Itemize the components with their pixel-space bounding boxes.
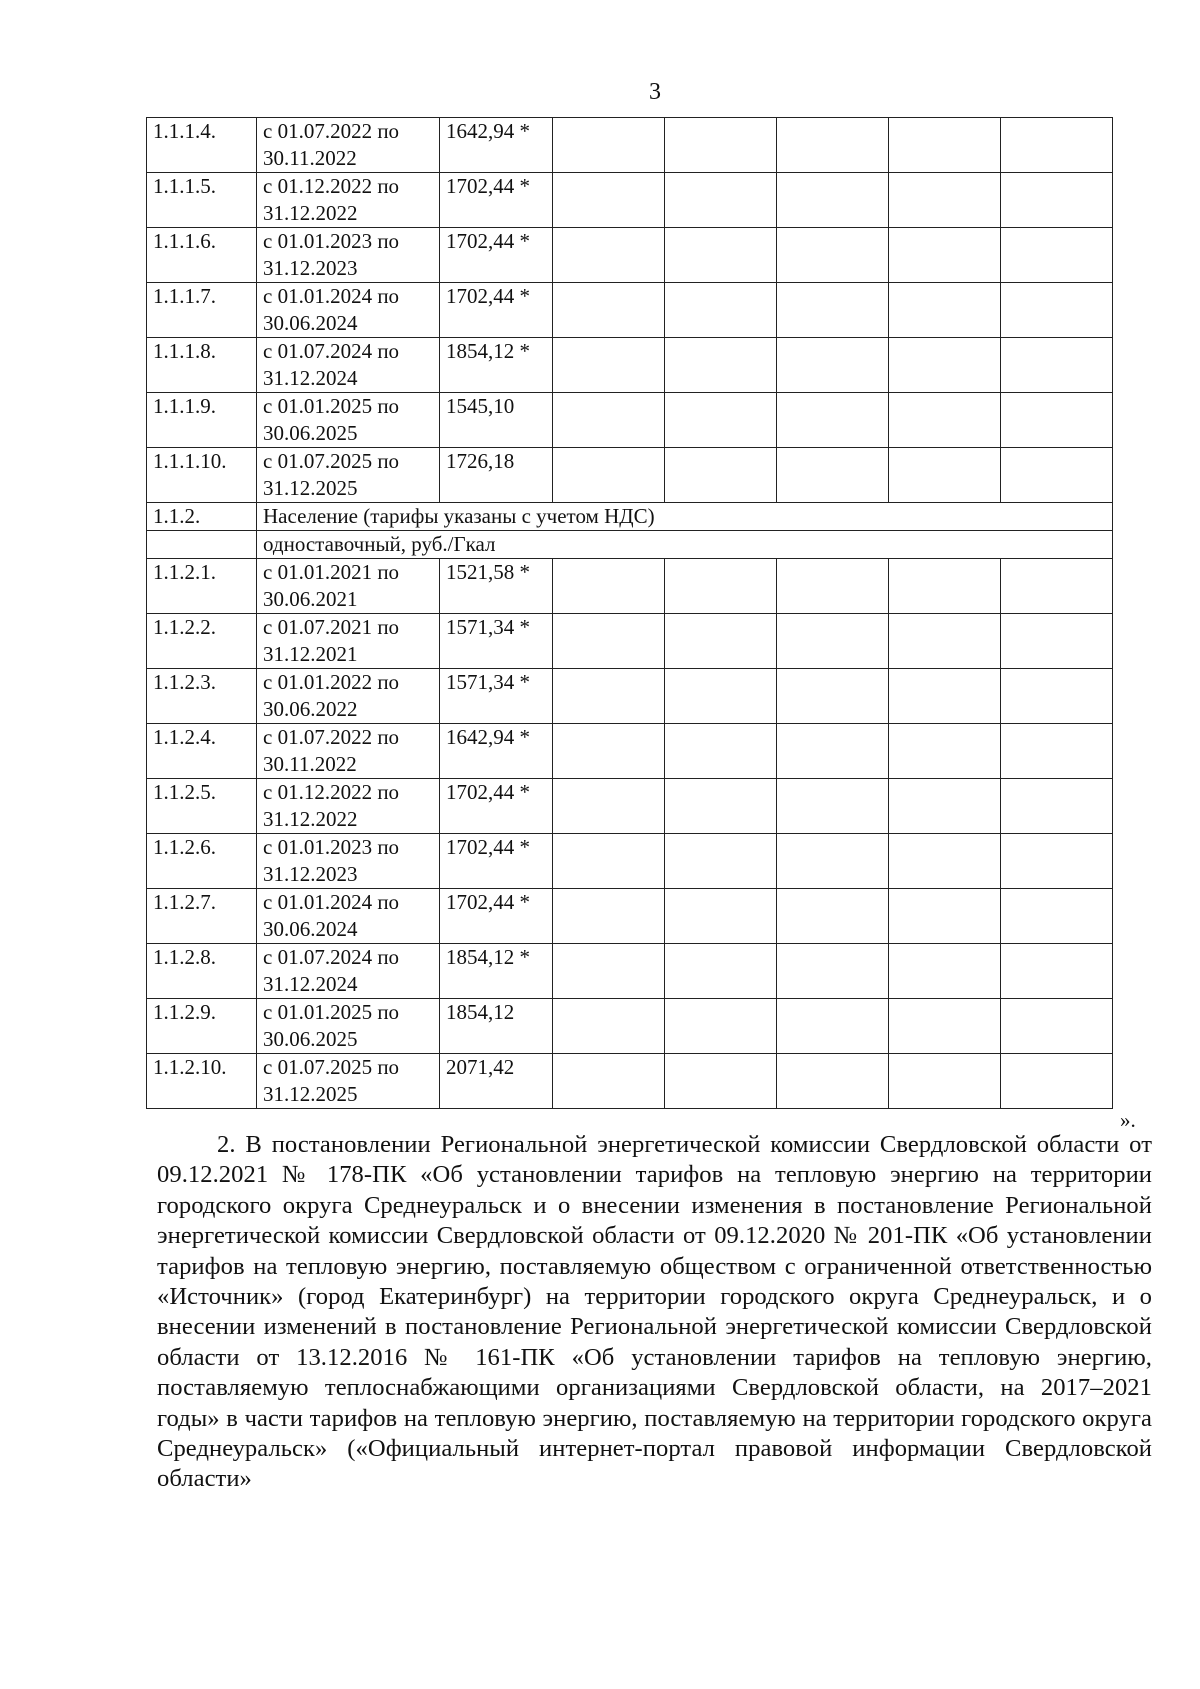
empty-cell — [1001, 173, 1113, 228]
period-cell — [257, 118, 440, 173]
empty-cell — [777, 173, 889, 228]
empty-cell — [777, 779, 889, 834]
empty-cell — [889, 724, 1001, 779]
empty-cell — [889, 448, 1001, 503]
empty-cell — [553, 448, 665, 503]
period-cell — [257, 173, 440, 228]
period-end: 31.12.2023 — [263, 862, 358, 886]
empty-cell — [665, 393, 777, 448]
empty-cell — [889, 669, 1001, 724]
empty-cell — [665, 999, 777, 1054]
row-code: 1.1.1.7. — [147, 283, 257, 338]
period-end: 31.12.2022 — [263, 807, 358, 831]
tariff-value: 1702,44 * — [440, 779, 553, 834]
tariff-value: 1545,10 — [440, 393, 553, 448]
empty-cell — [553, 889, 665, 944]
tariff-value: 1642,94 * — [440, 118, 553, 173]
table-row — [147, 338, 1113, 393]
tariff-value: 1854,12 — [440, 999, 553, 1054]
empty-cell — [1001, 944, 1113, 999]
table-section-row — [147, 503, 1113, 531]
empty-cell — [553, 228, 665, 283]
empty-cell — [777, 889, 889, 944]
tariff-value: 1571,34 * — [440, 614, 553, 669]
period-cell — [257, 834, 440, 889]
empty-cell — [889, 118, 1001, 173]
table-row — [147, 889, 1113, 944]
empty-cell — [553, 724, 665, 779]
period-end: 31.12.2023 — [263, 256, 358, 280]
period-cell — [257, 779, 440, 834]
empty-cell — [889, 944, 1001, 999]
empty-cell — [1001, 393, 1113, 448]
table-row — [147, 669, 1113, 724]
tariff-value: 1726,18 — [440, 448, 553, 503]
table-row — [147, 779, 1113, 834]
period-start: с 01.01.2025 по — [263, 1000, 400, 1024]
period-end: 31.12.2021 — [263, 642, 358, 666]
empty-cell — [665, 779, 777, 834]
empty-cell — [777, 724, 889, 779]
empty-cell — [553, 118, 665, 173]
table-row — [147, 283, 1113, 338]
section-heading: одноставочный, руб./Гкал — [257, 531, 1113, 559]
row-code: 1.1.1.6. — [147, 228, 257, 283]
empty-cell — [553, 779, 665, 834]
empty-cell — [553, 283, 665, 338]
table-row — [147, 614, 1113, 669]
empty-cell — [777, 228, 889, 283]
tariff-value: 1702,44 * — [440, 889, 553, 944]
table-row — [147, 173, 1113, 228]
tariff-value: 1702,44 * — [440, 228, 553, 283]
table-row — [147, 999, 1113, 1054]
empty-cell — [889, 283, 1001, 338]
period-cell — [257, 338, 440, 393]
period-start: с 01.07.2025 по — [263, 1055, 400, 1079]
period-end: 30.11.2022 — [263, 146, 357, 170]
tariff-table-body — [147, 118, 1113, 1109]
period-cell — [257, 448, 440, 503]
empty-cell — [665, 834, 777, 889]
empty-cell — [665, 889, 777, 944]
period-end: 31.12.2024 — [263, 366, 358, 390]
period-start: с 01.12.2022 по — [263, 780, 400, 804]
period-cell — [257, 559, 440, 614]
empty-cell — [777, 283, 889, 338]
tariff-value: 1854,12 * — [440, 944, 553, 999]
period-end: 30.06.2025 — [263, 421, 358, 445]
empty-cell — [777, 118, 889, 173]
row-code: 1.1.2.8. — [147, 944, 257, 999]
table-row — [147, 724, 1113, 779]
period-start: с 01.07.2022 по — [263, 119, 400, 143]
empty-cell — [665, 724, 777, 779]
empty-cell — [1001, 614, 1113, 669]
period-cell — [257, 228, 440, 283]
empty-cell — [1001, 118, 1113, 173]
empty-cell — [553, 393, 665, 448]
row-code: 1.1.2.10. — [147, 1054, 257, 1109]
period-start: с 01.07.2022 по — [263, 725, 400, 749]
period-start: с 01.07.2024 по — [263, 945, 400, 969]
empty-cell — [1001, 283, 1113, 338]
period-end: 30.06.2024 — [263, 917, 358, 941]
tariff-value: 1702,44 * — [440, 173, 553, 228]
empty-cell — [665, 559, 777, 614]
period-start: с 01.01.2023 по — [263, 835, 400, 859]
empty-cell — [777, 944, 889, 999]
period-cell — [257, 724, 440, 779]
empty-cell — [553, 999, 665, 1054]
empty-cell — [889, 173, 1001, 228]
table-row — [147, 393, 1113, 448]
empty-cell — [553, 559, 665, 614]
period-end: 30.11.2022 — [263, 752, 357, 776]
empty-cell — [889, 393, 1001, 448]
period-start: с 01.01.2024 по — [263, 284, 400, 308]
empty-cell — [665, 228, 777, 283]
row-code: 1.1.2.9. — [147, 999, 257, 1054]
empty-cell — [1001, 448, 1113, 503]
section-heading: Население (тарифы указаны с учетом НДС) — [257, 503, 1113, 531]
period-cell — [257, 614, 440, 669]
period-start: с 01.07.2024 по — [263, 339, 400, 363]
empty-cell — [553, 173, 665, 228]
row-code: 1.1.2. — [147, 503, 257, 531]
empty-cell — [889, 338, 1001, 393]
empty-cell — [777, 393, 889, 448]
empty-cell — [889, 228, 1001, 283]
amendment-paragraph: 2. В постановлении Региональной энергетической комиссии Свердловской области от 09.12.2021 № 178-ПК «Об установлении тарифов на тепловую энергию на территории городского округа Среднеуральск и о внесении изменения в постановление Региональной энергетической комиссии Свердловской области от 09.12.2020 № 201-ПК «Об установлении тарифов на тепловую энергию, поставляемую обществом с ограниченной ответственностью «Источник» (город Екатеринбург) на территории городского округа Среднеуральск, и о внесении изменений в постановление Региональной энергетической комиссии Свердловской области от 13.12.2016 № 161-ПК «Об установлении тарифов на тепловую энергию, поставляемую теплоснабжающими организациями Свердловской области, на 2017–2021 годы» в части тарифов на тепловую энергию, поставляемую на территории городского округа Среднеуральск» («Официальный интернет-портал правовой информации Свердловской области» — [157, 1131, 1152, 1493]
empty-cell — [1001, 228, 1113, 283]
empty-cell — [665, 669, 777, 724]
empty-cell — [1001, 834, 1113, 889]
empty-cell — [1001, 1054, 1113, 1109]
empty-cell — [777, 669, 889, 724]
row-code: 1.1.2.2. — [147, 614, 257, 669]
table-row — [147, 834, 1113, 889]
empty-cell — [1001, 889, 1113, 944]
row-code: 1.1.1.8. — [147, 338, 257, 393]
period-start: с 01.01.2022 по — [263, 670, 400, 694]
empty-cell — [553, 669, 665, 724]
empty-cell — [553, 338, 665, 393]
empty-cell — [665, 614, 777, 669]
empty-cell — [889, 834, 1001, 889]
empty-cell — [777, 559, 889, 614]
empty-cell — [665, 173, 777, 228]
empty-cell — [665, 283, 777, 338]
period-end: 31.12.2025 — [263, 476, 358, 500]
empty-cell — [889, 779, 1001, 834]
table-row — [147, 559, 1113, 614]
row-code: 1.1.2.6. — [147, 834, 257, 889]
empty-cell — [889, 614, 1001, 669]
empty-cell — [553, 1054, 665, 1109]
empty-cell — [777, 338, 889, 393]
period-start: с 01.07.2025 по — [263, 449, 400, 473]
period-end: 31.12.2024 — [263, 972, 358, 996]
empty-cell — [1001, 669, 1113, 724]
empty-cell — [1001, 559, 1113, 614]
period-start: с 01.01.2021 по — [263, 560, 400, 584]
table-row — [147, 944, 1113, 999]
period-start: с 01.07.2021 по — [263, 615, 400, 639]
period-end: 30.06.2022 — [263, 697, 358, 721]
row-code: 1.1.2.3. — [147, 669, 257, 724]
tariff-value: 1571,34 * — [440, 669, 553, 724]
period-start: с 01.12.2022 по — [263, 174, 400, 198]
table-row — [147, 228, 1113, 283]
tariff-table — [146, 117, 1113, 1109]
period-cell — [257, 1054, 440, 1109]
tariff-value: 1702,44 * — [440, 283, 553, 338]
period-end: 30.06.2025 — [263, 1027, 358, 1051]
row-code: 1.1.1.5. — [147, 173, 257, 228]
period-cell — [257, 283, 440, 338]
empty-cell — [1001, 338, 1113, 393]
table-row — [147, 118, 1113, 173]
row-code: 1.1.1.10. — [147, 448, 257, 503]
period-end: 30.06.2021 — [263, 587, 358, 611]
row-code: 1.1.2.1. — [147, 559, 257, 614]
empty-cell — [665, 1054, 777, 1109]
empty-cell — [665, 338, 777, 393]
empty-cell — [553, 834, 665, 889]
table-row — [147, 448, 1113, 503]
empty-cell — [777, 614, 889, 669]
closing-quote: ». — [1120, 1108, 1136, 1132]
row-code: 1.1.2.7. — [147, 889, 257, 944]
period-cell — [257, 889, 440, 944]
tariff-value: 1702,44 * — [440, 834, 553, 889]
row-code — [147, 531, 257, 559]
period-cell — [257, 393, 440, 448]
empty-cell — [1001, 779, 1113, 834]
period-end: 31.12.2025 — [263, 1082, 358, 1106]
period-cell — [257, 999, 440, 1054]
period-start: с 01.01.2024 по — [263, 890, 400, 914]
period-end: 30.06.2024 — [263, 311, 358, 335]
empty-cell — [777, 1054, 889, 1109]
empty-cell — [665, 118, 777, 173]
tariff-value: 1642,94 * — [440, 724, 553, 779]
empty-cell — [889, 1054, 1001, 1109]
empty-cell — [889, 889, 1001, 944]
tariff-value: 1521,58 * — [440, 559, 553, 614]
empty-cell — [889, 999, 1001, 1054]
tariff-value: 2071,42 — [440, 1054, 553, 1109]
empty-cell — [1001, 999, 1113, 1054]
page-number: 3 — [649, 79, 661, 105]
row-code: 1.1.1.4. — [147, 118, 257, 173]
empty-cell — [777, 999, 889, 1054]
row-code: 1.1.1.9. — [147, 393, 257, 448]
table-section-row — [147, 531, 1113, 559]
empty-cell — [1001, 724, 1113, 779]
tariff-value: 1854,12 * — [440, 338, 553, 393]
empty-cell — [777, 834, 889, 889]
period-cell — [257, 669, 440, 724]
row-code: 1.1.2.5. — [147, 779, 257, 834]
empty-cell — [553, 944, 665, 999]
empty-cell — [665, 944, 777, 999]
period-cell — [257, 944, 440, 999]
empty-cell — [777, 448, 889, 503]
period-start: с 01.01.2023 по — [263, 229, 400, 253]
period-end: 31.12.2022 — [263, 201, 358, 225]
table-row — [147, 1054, 1113, 1109]
empty-cell — [665, 448, 777, 503]
empty-cell — [553, 614, 665, 669]
row-code: 1.1.2.4. — [147, 724, 257, 779]
empty-cell — [889, 559, 1001, 614]
period-start: с 01.01.2025 по — [263, 394, 400, 418]
